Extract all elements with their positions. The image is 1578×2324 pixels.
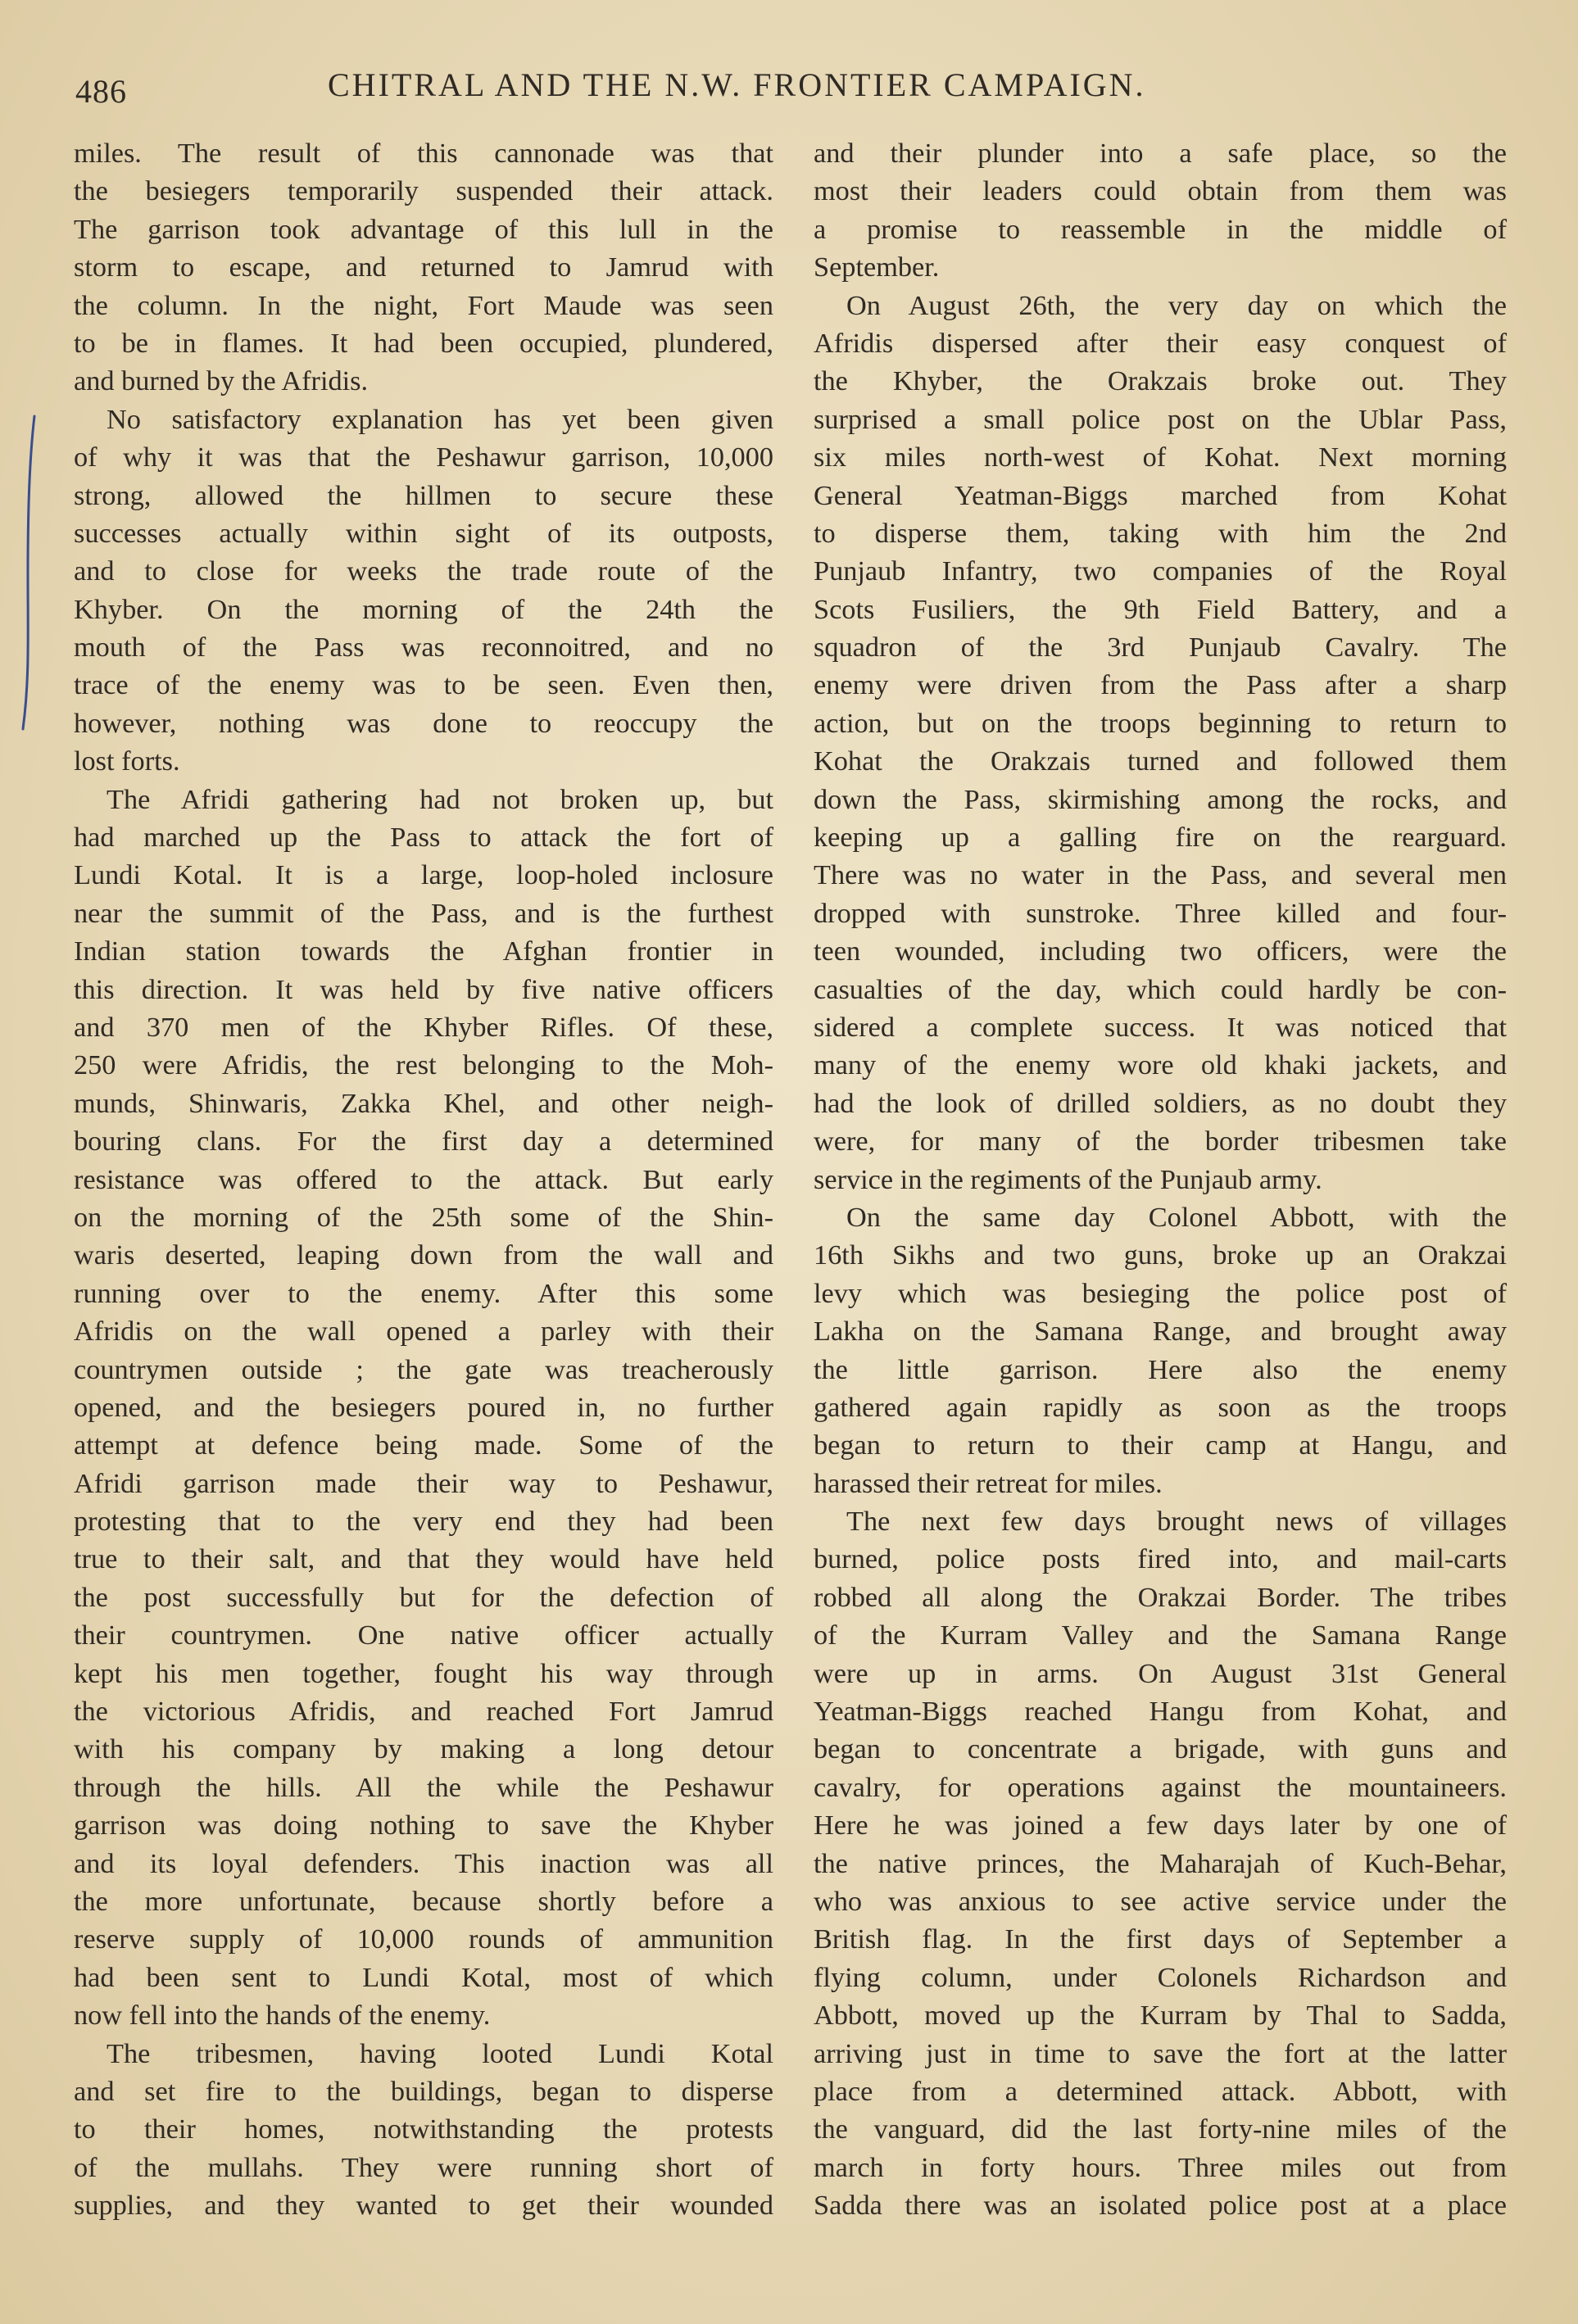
text-line: action, but on the troops beginning to return to — [814, 707, 1507, 739]
text-line: were, for many of the border tribesmen take — [814, 1126, 1507, 1157]
text-line: Kohat the Orakzais turned and followed them — [814, 745, 1507, 777]
text-line: Afridi garrison made their way to Peshawur, — [74, 1467, 773, 1499]
text-line: trace of the enemy was to be seen. Even then, — [74, 669, 773, 701]
text-line: The Afridi gathering had not broken up, but — [107, 783, 773, 815]
text-line: The garrison took advantage of this lull in the — [74, 213, 773, 245]
text-line: robbed all along the Orakzai Border. The tribes — [814, 1581, 1507, 1613]
text-line: running over to the enemy. After this some — [74, 1277, 773, 1309]
text-line: surprised a small police post on the Ublar Pass, — [814, 403, 1507, 435]
text-line: and to close for weeks the trade route of the — [74, 555, 773, 587]
text-line: arriving just in time to save the fort at the latter — [814, 2037, 1507, 2069]
text-line: with his company by making a long detour — [74, 1733, 773, 1765]
page-number: 486 — [75, 73, 127, 110]
text-line: mouth of the Pass was reconnoitred, and no — [74, 632, 773, 664]
text-line: September. — [814, 251, 940, 283]
text-line: and 370 men of the Khyber Rifles. Of these, — [74, 1011, 773, 1043]
text-line: Punjaub Infantry, two companies of the Royal — [814, 555, 1507, 587]
text-line: and set fire to the buildings, began to disperse — [74, 2075, 773, 2107]
text-line: through the hills. All the while the Peshawur — [74, 1771, 773, 1803]
text-line: Yeatman-Biggs reached Hangu from Kohat, and — [814, 1696, 1507, 1728]
text-line: had the look of drilled soldiers, as no doubt they — [814, 1087, 1507, 1119]
left-text-column — [74, 134, 773, 2224]
text-line: General Yeatman-Biggs marched from Kohat — [814, 479, 1507, 511]
text-line: on the morning of the 25th some of the Shin- — [74, 1201, 773, 1233]
text-line: Sadda there was an isolated police post at a place — [814, 2190, 1507, 2222]
text-line: Indian station towards the Afghan frontier in — [74, 935, 773, 967]
text-line: to disperse them, taking with him the 2nd — [814, 517, 1507, 549]
text-line: began to concentrate a brigade, with guns and — [814, 1733, 1507, 1765]
text-line: down the Pass, skirmishing among the rocks, and — [814, 783, 1507, 815]
text-line: lost forts. — [74, 745, 180, 777]
text-line: Khyber. On the morning of the 24th the — [74, 593, 773, 625]
text-line: strong, allowed the hillmen to secure these — [74, 479, 773, 511]
text-line: and its loyal defenders. This inaction was all — [74, 1847, 773, 1879]
text-line: the little garrison. Here also the enemy — [814, 1353, 1507, 1385]
text-line: keeping up a galling fire on the rearguard. — [814, 822, 1507, 854]
text-line: and burned by the Afridis. — [74, 365, 369, 397]
text-line: of the Kurram Valley and the Samana Range — [814, 1620, 1507, 1651]
text-line: No satisfactory explanation has yet been given — [107, 403, 773, 435]
text-line: had been sent to Lundi Kotal, most of which — [74, 1961, 773, 1993]
text-line: attempt at defence being made. Some of the — [74, 1429, 773, 1461]
text-line: gathered again rapidly as soon as the troops — [814, 1391, 1507, 1423]
text-line: Lakha on the Samana Range, and brought away — [814, 1316, 1507, 1348]
text-line: Lundi Kotal. It is a large, loop-holed inclosure — [74, 859, 773, 891]
text-line: the column. In the night, Fort Maude was seen — [74, 289, 773, 321]
text-line: harassed their retreat for miles. — [814, 1467, 1163, 1499]
text-line: garrison was doing nothing to save the Khyber — [74, 1810, 773, 1842]
text-line: a promise to reassemble in the middle of — [814, 213, 1507, 245]
text-line: were up in arms. On August 31st General — [814, 1657, 1507, 1689]
text-line: kept his men together, fought his way through — [74, 1657, 773, 1689]
text-line: near the summit of the Pass, and is the furthest — [74, 897, 773, 929]
text-line: however, nothing was done to reoccupy the — [74, 707, 773, 739]
text-line: six miles north-west of Kohat. Next morning — [814, 442, 1507, 473]
text-line: On August 26th, the very day on which the — [846, 289, 1507, 321]
text-line: service in the regiments of the Punjaub army. — [814, 1163, 1322, 1195]
text-line: Scots Fusiliers, the 9th Field Battery, and a — [814, 593, 1507, 625]
text-line: now fell into the hands of the enemy. — [74, 2000, 491, 2032]
pencil-margin-mark — [18, 410, 43, 737]
text-line: miles. The result of this cannonade was that — [74, 138, 773, 169]
text-line: had marched up the Pass to attack the fort of — [74, 822, 773, 854]
text-line: Abbott, moved up the Kurram by Thal to Sadda, — [814, 2000, 1507, 2032]
text-line: flying column, under Colonels Richardson and — [814, 1961, 1507, 1993]
text-line: The tribesmen, having looted Lundi Kotal — [107, 2037, 773, 2069]
right-text-column — [814, 134, 1507, 2224]
text-line: Afridis dispersed after their easy conquest of — [814, 327, 1507, 359]
text-line: of the mullahs. They were running short of — [74, 2151, 773, 2183]
text-line: the victorious Afridis, and reached Fort Jamrud — [74, 1696, 773, 1728]
text-line: 250 were Afridis, the rest belonging to the Moh- — [74, 1049, 773, 1081]
text-line: bouring clans. For the first day a determined — [74, 1126, 773, 1157]
text-line: reserve supply of 10,000 rounds of ammunition — [74, 1923, 773, 1955]
text-line: to be in flames. It had been occupied, plundered, — [74, 327, 773, 359]
text-line: the Khyber, the Orakzais broke out. They — [814, 365, 1507, 397]
text-line: countrymen outside ; the gate was treacherously — [74, 1353, 773, 1385]
text-line: this direction. It was held by five native officers — [74, 973, 773, 1005]
text-line: teen wounded, including two officers, were the — [814, 935, 1507, 967]
text-line: sidered a complete success. It was noticed that — [814, 1011, 1507, 1043]
text-line: successes actually within sight of its outposts, — [74, 517, 773, 549]
text-line: casualties of the day, which could hardly be con- — [814, 973, 1507, 1005]
text-line: who was anxious to see active service under the — [814, 1885, 1507, 1917]
text-line: resistance was offered to the attack. But early — [74, 1163, 773, 1195]
text-line: cavalry, for operations against the mountaineers. — [814, 1771, 1507, 1803]
text-line: and their plunder into a safe place, so the — [814, 138, 1507, 169]
running-title: CHITRAL AND THE N.W. FRONTIER CAMPAIGN. — [328, 66, 1146, 103]
text-line: march in forty hours. Three miles out from — [814, 2151, 1507, 2183]
text-line: many of the enemy wore old khaki jackets, and — [814, 1049, 1507, 1081]
text-line: 16th Sikhs and two guns, broke up an Orakzai — [814, 1239, 1507, 1271]
text-line: burned, police posts fired into, and mail-carts — [814, 1543, 1507, 1575]
text-line: opened, and the besiegers poured in, no further — [74, 1391, 773, 1423]
text-line: the native princes, the Maharajah of Kuch-Behar, — [814, 1847, 1507, 1879]
text-line: the besiegers temporarily suspended their attack. — [74, 175, 773, 207]
text-line: place from a determined attack. Abbott, with — [814, 2075, 1507, 2107]
text-line: squadron of the 3rd Punjaub Cavalry. The — [814, 632, 1507, 664]
text-line: true to their salt, and that they would have held — [74, 1543, 773, 1575]
text-line: of why it was that the Peshawur garrison, 10,000 — [74, 442, 773, 473]
text-line: storm to escape, and returned to Jamrud with — [74, 251, 773, 283]
text-line: Afridis on the wall opened a parley with their — [74, 1316, 773, 1348]
text-line: On the same day Colonel Abbott, with the — [846, 1201, 1507, 1233]
text-line: supplies, and they wanted to get their wounded — [74, 2190, 773, 2222]
text-line: waris deserted, leaping down from the wall and — [74, 1239, 773, 1271]
text-line: enemy were driven from the Pass after a sharp — [814, 669, 1507, 701]
text-line: most their leaders could obtain from them was — [814, 175, 1507, 207]
text-line: Here he was joined a few days later by one of — [814, 1810, 1507, 1842]
text-line: the vanguard, did the last forty-nine miles of the — [814, 2113, 1507, 2145]
text-line: munds, Shinwaris, Zakka Khel, and other neigh- — [74, 1087, 773, 1119]
text-line: began to return to their camp at Hangu, and — [814, 1429, 1507, 1461]
text-line: levy which was besieging the police post of — [814, 1277, 1507, 1309]
text-line: There was no water in the Pass, and several men — [814, 859, 1507, 891]
text-line: dropped with sunstroke. Three killed and four- — [814, 897, 1507, 929]
text-line: the post successfully but for the defection of — [74, 1581, 773, 1613]
text-line: British flag. In the first days of September a — [814, 1923, 1507, 1955]
text-line: protesting that to the very end they had been — [74, 1506, 773, 1538]
text-line: to their homes, notwithstanding the protests — [74, 2113, 773, 2145]
text-line: their countrymen. One native officer actually — [74, 1620, 773, 1651]
text-line: the more unfortunate, because shortly before a — [74, 1885, 773, 1917]
text-line: The next few days brought news of villages — [846, 1506, 1507, 1538]
